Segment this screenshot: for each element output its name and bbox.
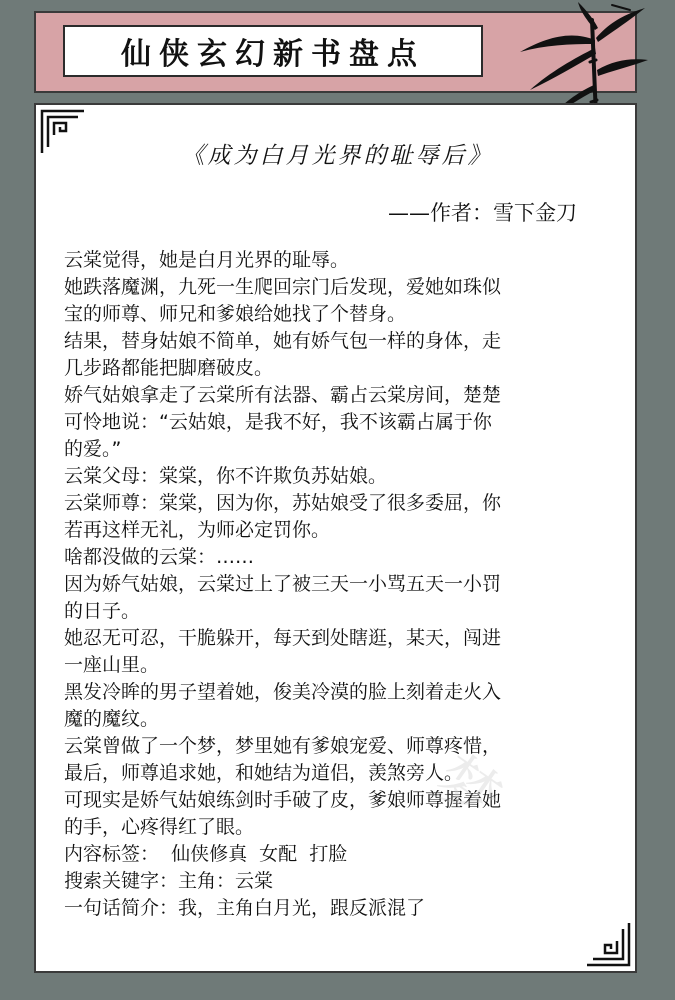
synopsis-line: 结果，替身姑娘不简单，她有娇气包一样的身体，走 bbox=[64, 330, 502, 352]
synopsis-line: 几步路都能把脚磨破皮。 bbox=[64, 357, 274, 379]
synopsis-line: 云棠父母：棠棠，你不许欺负苏姑娘。 bbox=[64, 465, 388, 487]
synopsis-line: 魔的魔纹。 bbox=[64, 708, 160, 730]
synopsis-line: 黑发冷眸的男子望着她，俊美冷漠的脸上刻着走火入 bbox=[64, 681, 502, 703]
synopsis-line: 云棠师尊：棠棠，因为你，苏姑娘受了很多委屈，你 bbox=[64, 492, 502, 514]
synopsis-line: 一座山里。 bbox=[64, 654, 160, 676]
synopsis-line: 她跌落魔渊，九死一生爬回宗门后发现，爱她如珠似 bbox=[64, 276, 502, 298]
corner-ornament-icon bbox=[585, 921, 631, 967]
author-line: ——作者：雪下金刀 bbox=[388, 201, 577, 225]
synopsis-line: 若再这样无礼，为师必定罚你。 bbox=[64, 519, 331, 541]
synopsis-line: 的爱。” bbox=[64, 438, 122, 460]
summary-line: 一句话简介：我，主角白月光，跟反派混了 bbox=[64, 897, 426, 919]
watermark: 梦 bbox=[421, 740, 515, 837]
content-card bbox=[34, 103, 637, 973]
synopsis-line: 可现实是娇气姑娘练剑时手破了皮，爹娘师尊握着她 bbox=[64, 789, 502, 811]
synopsis-line: 可怜地说：“云姑娘，是我不好，我不该霸占属于你 bbox=[64, 411, 492, 433]
keywords-line: 搜索关键字：主角：云棠 bbox=[64, 870, 274, 892]
banner-title-box bbox=[63, 25, 483, 77]
synopsis-line: 的日子。 bbox=[64, 600, 141, 622]
synopsis-line: 最后，师尊追求她，和她结为道侣，羡煞旁人。 bbox=[64, 762, 464, 784]
synopsis-line: 因为娇气姑娘，云棠过上了被三天一小骂五天一小罚 bbox=[64, 573, 502, 595]
synopsis-line: 云棠曾做了一个梦，梦里她有爹娘宠爱、师尊疼惜， bbox=[64, 735, 502, 757]
synopsis-line: 她忍无可忍，干脆躲开，每天到处瞎逛，某天，闯进 bbox=[64, 627, 502, 649]
synopsis-line: 的手，心疼得红了眼。 bbox=[64, 816, 255, 838]
synopsis-line: 云棠觉得，她是白月光界的耻辱。 bbox=[64, 249, 350, 271]
synopsis-line: 娇气姑娘拿走了云棠所有法器、霸占云棠房间，楚楚 bbox=[64, 384, 502, 406]
book-title: 《成为白月光界的耻辱后》 bbox=[181, 143, 494, 169]
synopsis-body bbox=[64, 247, 624, 922]
synopsis-line: 宝的师尊、师兄和爹娘给她找了个替身。 bbox=[64, 303, 407, 325]
synopsis-line: 啥都没做的云棠：…… bbox=[64, 546, 255, 568]
banner-title: 仙侠玄幻新书盘点 bbox=[121, 37, 425, 72]
tags-line: 内容标签： 仙侠修真 女配 打脸 bbox=[64, 843, 348, 865]
